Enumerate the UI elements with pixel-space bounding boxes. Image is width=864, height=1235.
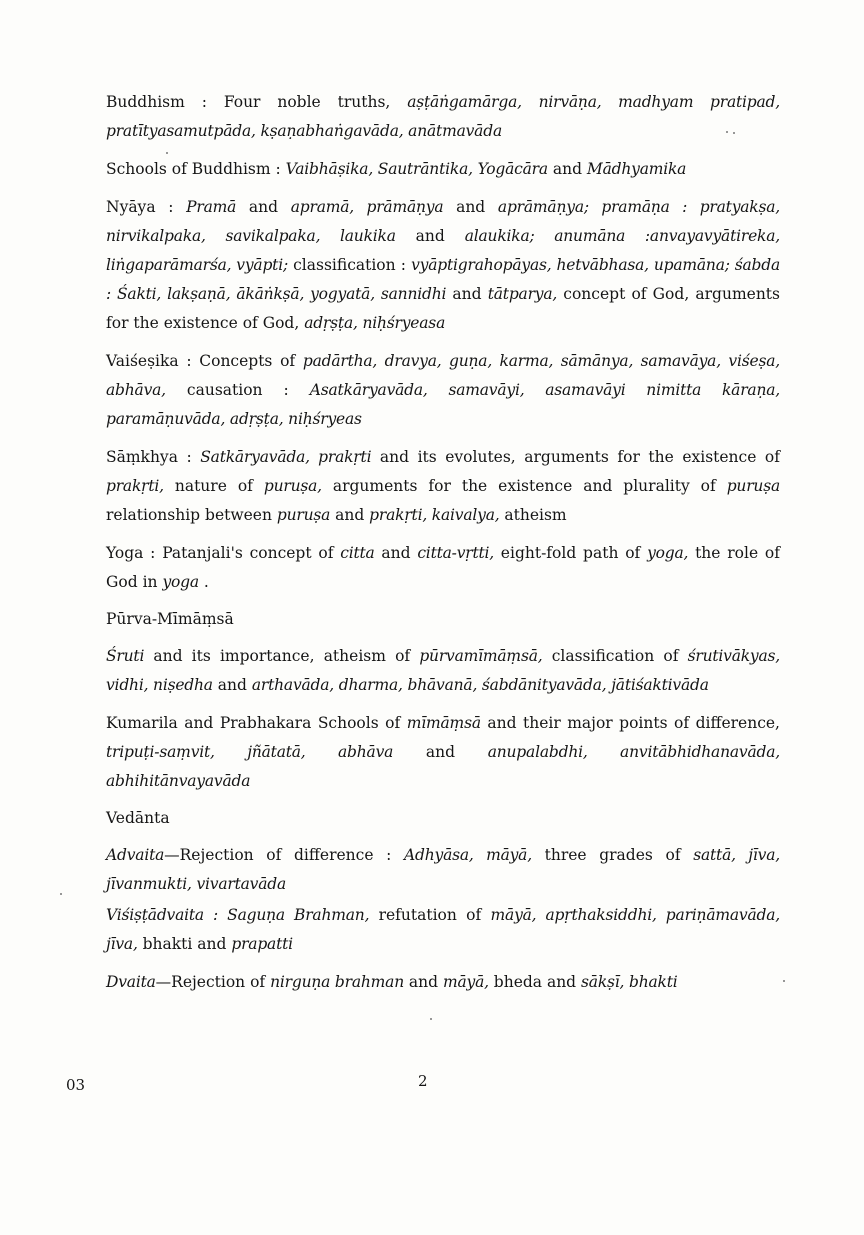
scan-speck xyxy=(733,132,735,134)
paragraph-samkhya xyxy=(106,443,780,530)
italic-term: puruṣa xyxy=(726,477,780,495)
section-heading-vedanta-heading xyxy=(106,805,780,831)
text-run: Buddhism : Four noble truths, xyxy=(106,93,408,111)
italic-term: aṣṭāṅgamārga, nirvāṇa, madhyam pratipad, pratītyasamutpāda, kṣaṇabhaṅgavāda, anātmavāda xyxy=(106,93,780,140)
italic-term: padārtha, dravya, guṇa, karma, sāmānya, samavāya, viśeṣa, abhāva, xyxy=(106,352,780,399)
text-run: Vedānta xyxy=(106,809,170,827)
italic-term: anupalabdhi, anvitābhidhanavāda, abhihitānvayavāda xyxy=(106,743,780,790)
paragraph-dvaita xyxy=(106,968,780,997)
italic-term: yoga, xyxy=(647,544,689,562)
italic-term: māyā, apṛthaksiddhi, pariṇāmavāda, jīva, xyxy=(106,906,780,953)
italic-term: pūrvamīmāṃsā, xyxy=(419,647,543,665)
paragraph-visistadvaita xyxy=(106,901,780,959)
paragraph-sruti xyxy=(106,642,780,700)
text-run: bheda and xyxy=(488,973,582,991)
italic-term: citta xyxy=(340,544,375,562)
text-run: and xyxy=(403,973,443,991)
italic-term: vyāptigrahopāyas, hetvābhasa, upamāna; śabda : Śakti, lakṣaṇā, ākāṅkṣā, yogyatā, sannidhi xyxy=(106,256,780,303)
syllabus-body xyxy=(106,88,780,1006)
page-number: 2 xyxy=(418,1072,428,1090)
italic-term: puruṣa, xyxy=(263,477,322,495)
italic-term: sākṣī, bhakti xyxy=(581,973,678,991)
italic-term: sattā, jīva, jīvanmukti, vivartavāda xyxy=(106,846,780,893)
text-run: atheism xyxy=(499,506,567,524)
italic-term: Advaita xyxy=(106,846,165,864)
scan-speck xyxy=(60,893,62,895)
booklet-code: 03 xyxy=(66,1076,86,1094)
italic-term: Śruti xyxy=(106,647,145,665)
paragraph-schools-of-buddhism xyxy=(106,155,780,184)
paragraph-yoga xyxy=(106,539,780,597)
italic-term: aprāmāṇya; pramāṇa : pratyakṣa, nirvikalpaka, savikalpaka, laukika xyxy=(106,198,781,245)
text-run: relationship between xyxy=(106,506,277,524)
text-run: bhakti and xyxy=(137,935,232,953)
italic-term: Pramā xyxy=(186,198,237,216)
scan-speck xyxy=(430,1018,432,1020)
text-run: . xyxy=(198,573,209,591)
text-run: and xyxy=(330,506,370,524)
italic-term: Satkāryavāda, prakṛti xyxy=(200,448,372,466)
italic-term: arthavāda, dharma, bhāvanā, śabdānityavāda, jātiśaktivāda xyxy=(251,676,709,694)
text-run: classification : xyxy=(287,256,412,274)
text-run: Nyāya : xyxy=(106,198,187,216)
text-run: Kumarila and Prabhakara Schools of xyxy=(106,714,407,732)
text-run: Pūrva-Mīmāṃsā xyxy=(106,610,234,628)
italic-term: adṛṣṭa, niḥśryeasa xyxy=(304,314,446,332)
paragraph-buddhism xyxy=(106,88,780,146)
italic-term: Viśiṣṭādvaita : Saguṇa Brahman, xyxy=(106,906,370,924)
italic-term: prakṛti, kaivalya, xyxy=(369,506,500,524)
scan-speck xyxy=(783,980,785,982)
text-run: —Rejection of difference : xyxy=(164,846,405,864)
text-run: Sāṃkhya : xyxy=(106,448,201,466)
italic-term: Asatkāryavāda, samavāyi, asamavāyi nimitta kāraṇa, paramāṇuvāda, adṛṣṭa, niḥśryeas xyxy=(106,381,781,428)
text-run: Yoga : Patanjali's concept of xyxy=(106,544,341,562)
italic-term: tripuṭi-saṃvit, jñātatā, abhāva xyxy=(106,743,394,761)
text-run: Schools of Buddhism : xyxy=(106,160,286,178)
section-heading-purva-mimamsa-heading xyxy=(106,606,780,632)
text-run: eight-fold path of xyxy=(494,544,648,562)
text-run: —Rejection of xyxy=(155,973,271,991)
italic-term: apramā, prāmāṇya xyxy=(290,198,444,216)
text-run: and its importance, atheism of xyxy=(144,647,420,665)
italic-term: nirguṇa brahman xyxy=(270,973,404,991)
text-run: the role of God in xyxy=(106,544,780,591)
text-run: and xyxy=(393,743,488,761)
italic-term: alaukika; anumāna :anvayavyātireka, liṅgaparāmarśa, vyāpti; xyxy=(106,227,781,274)
paragraph-kumarila xyxy=(106,709,780,796)
text-run: and xyxy=(547,160,587,178)
scan-speck xyxy=(166,152,168,154)
italic-term: mīmāṃsā xyxy=(406,714,481,732)
italic-term: citta-vṛtti, xyxy=(417,544,495,562)
italic-term: yoga xyxy=(162,573,199,591)
text-run: nature of xyxy=(163,477,264,495)
italic-term: puruṣa xyxy=(276,506,331,524)
text-run: arguments for the existence and plurality of xyxy=(321,477,727,495)
text-run: and their major points of difference, xyxy=(480,714,780,732)
italic-term: Vaibhāṣika, Sautrāntika, Yogācāra xyxy=(285,160,548,178)
text-run: and xyxy=(446,285,488,303)
paragraph-advaita xyxy=(106,841,780,899)
italic-term: māyā, xyxy=(442,973,489,991)
text-run: Vaiśeṣika : Concepts of xyxy=(106,352,303,370)
text-run: and xyxy=(374,544,418,562)
text-run: causation : xyxy=(165,381,310,399)
italic-term: Mādhyamika xyxy=(586,160,687,178)
text-run: and xyxy=(212,676,252,694)
text-run: refutation of xyxy=(369,906,491,924)
italic-term: śrutivākyas, vidhi, niṣedha xyxy=(106,647,781,694)
text-run: and xyxy=(443,198,498,216)
italic-term: tātparya, xyxy=(487,285,558,303)
text-run: and its evolutes, arguments for the existence of xyxy=(371,448,780,466)
italic-term: prapatti xyxy=(231,935,293,953)
paragraph-nyaya xyxy=(106,193,780,338)
text-run: and xyxy=(395,227,465,245)
paragraph-vaisesika xyxy=(106,347,780,434)
scan-speck xyxy=(726,131,728,133)
text-run: classification of xyxy=(542,647,688,665)
italic-term: Adhyāsa, māyā, xyxy=(404,846,532,864)
text-run: and xyxy=(236,198,291,216)
italic-term: prakṛti, xyxy=(106,477,164,495)
text-run: three grades of xyxy=(531,846,694,864)
text-run: concept of God, arguments for the existence of God, xyxy=(106,285,780,332)
italic-term: Dvaita xyxy=(106,973,156,991)
